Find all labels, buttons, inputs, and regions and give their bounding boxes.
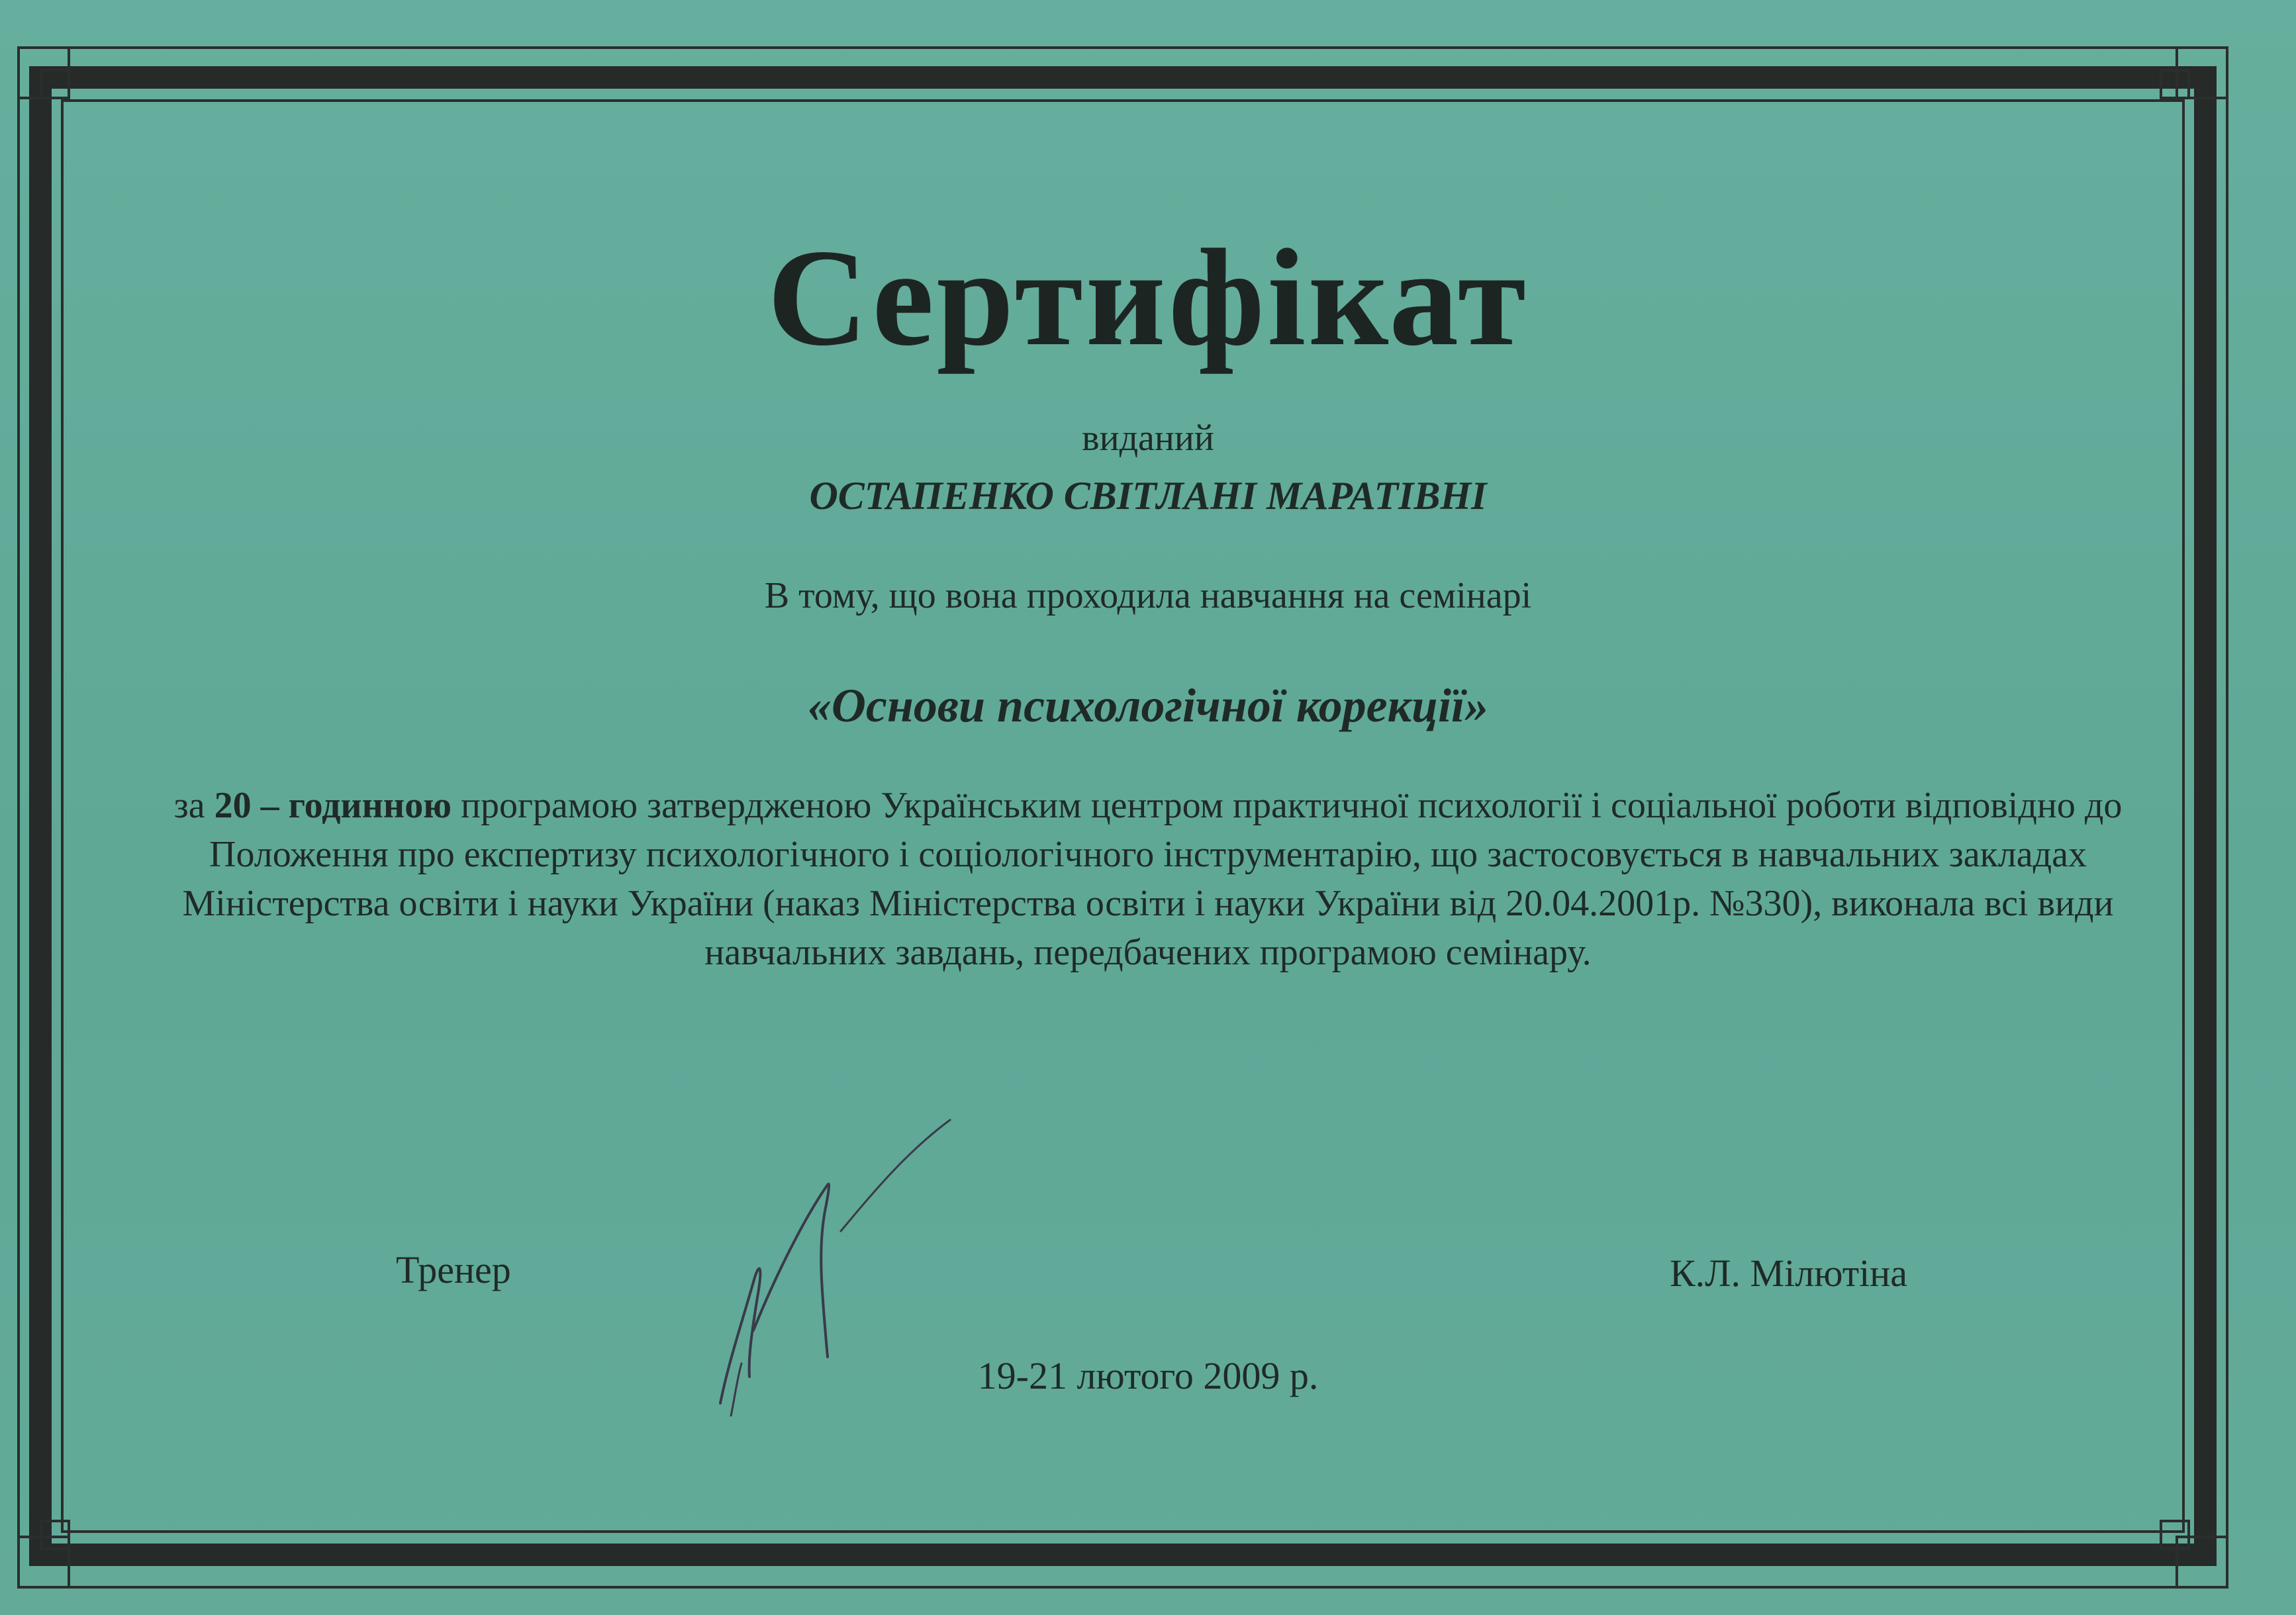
certificate-title: Сертифікат	[767, 221, 1529, 375]
corner-square-bottom-left	[40, 1520, 70, 1550]
training-statement: В тому, що вона проходила навчання на семінарі	[764, 575, 1532, 616]
issued-label: виданий	[1082, 418, 1214, 459]
trainer-name: К.Л. Мілютіна	[1670, 1252, 1907, 1295]
recipient-name: ОСТАПЕНКО СВІТЛАНІ МАРАТІВНІ	[809, 474, 1487, 518]
body-details: програмою затвердженою Українським центром практичної психології і соціальної роботи відповідно до Положення про експертизу психологічного і соціологічного інструментарію, що застосовується в навчальних закладах Міністерства освіти і науки України (наказ Міністерства освіти і науки України від 20.04.2001р. №330), виконала всі види навчальних завдань, передбачених програмою семінару.	[182, 785, 2123, 973]
signature-stroke-3	[841, 1120, 950, 1231]
certificate-date: 19-21 лютого 2009 р.	[977, 1354, 1319, 1397]
program-hours: 20 – годинною	[214, 785, 452, 826]
corner-square-top-left	[40, 69, 70, 99]
body-prefix: за	[173, 785, 215, 826]
trainer-label: Тренер	[396, 1248, 511, 1291]
signature-stroke-2	[753, 1184, 829, 1357]
corner-square-top-right	[2160, 69, 2190, 99]
corner-square-bottom-right	[2160, 1520, 2190, 1550]
program-description	[119, 781, 2177, 977]
course-title: «Основи психологічної корекції»	[807, 679, 1489, 732]
